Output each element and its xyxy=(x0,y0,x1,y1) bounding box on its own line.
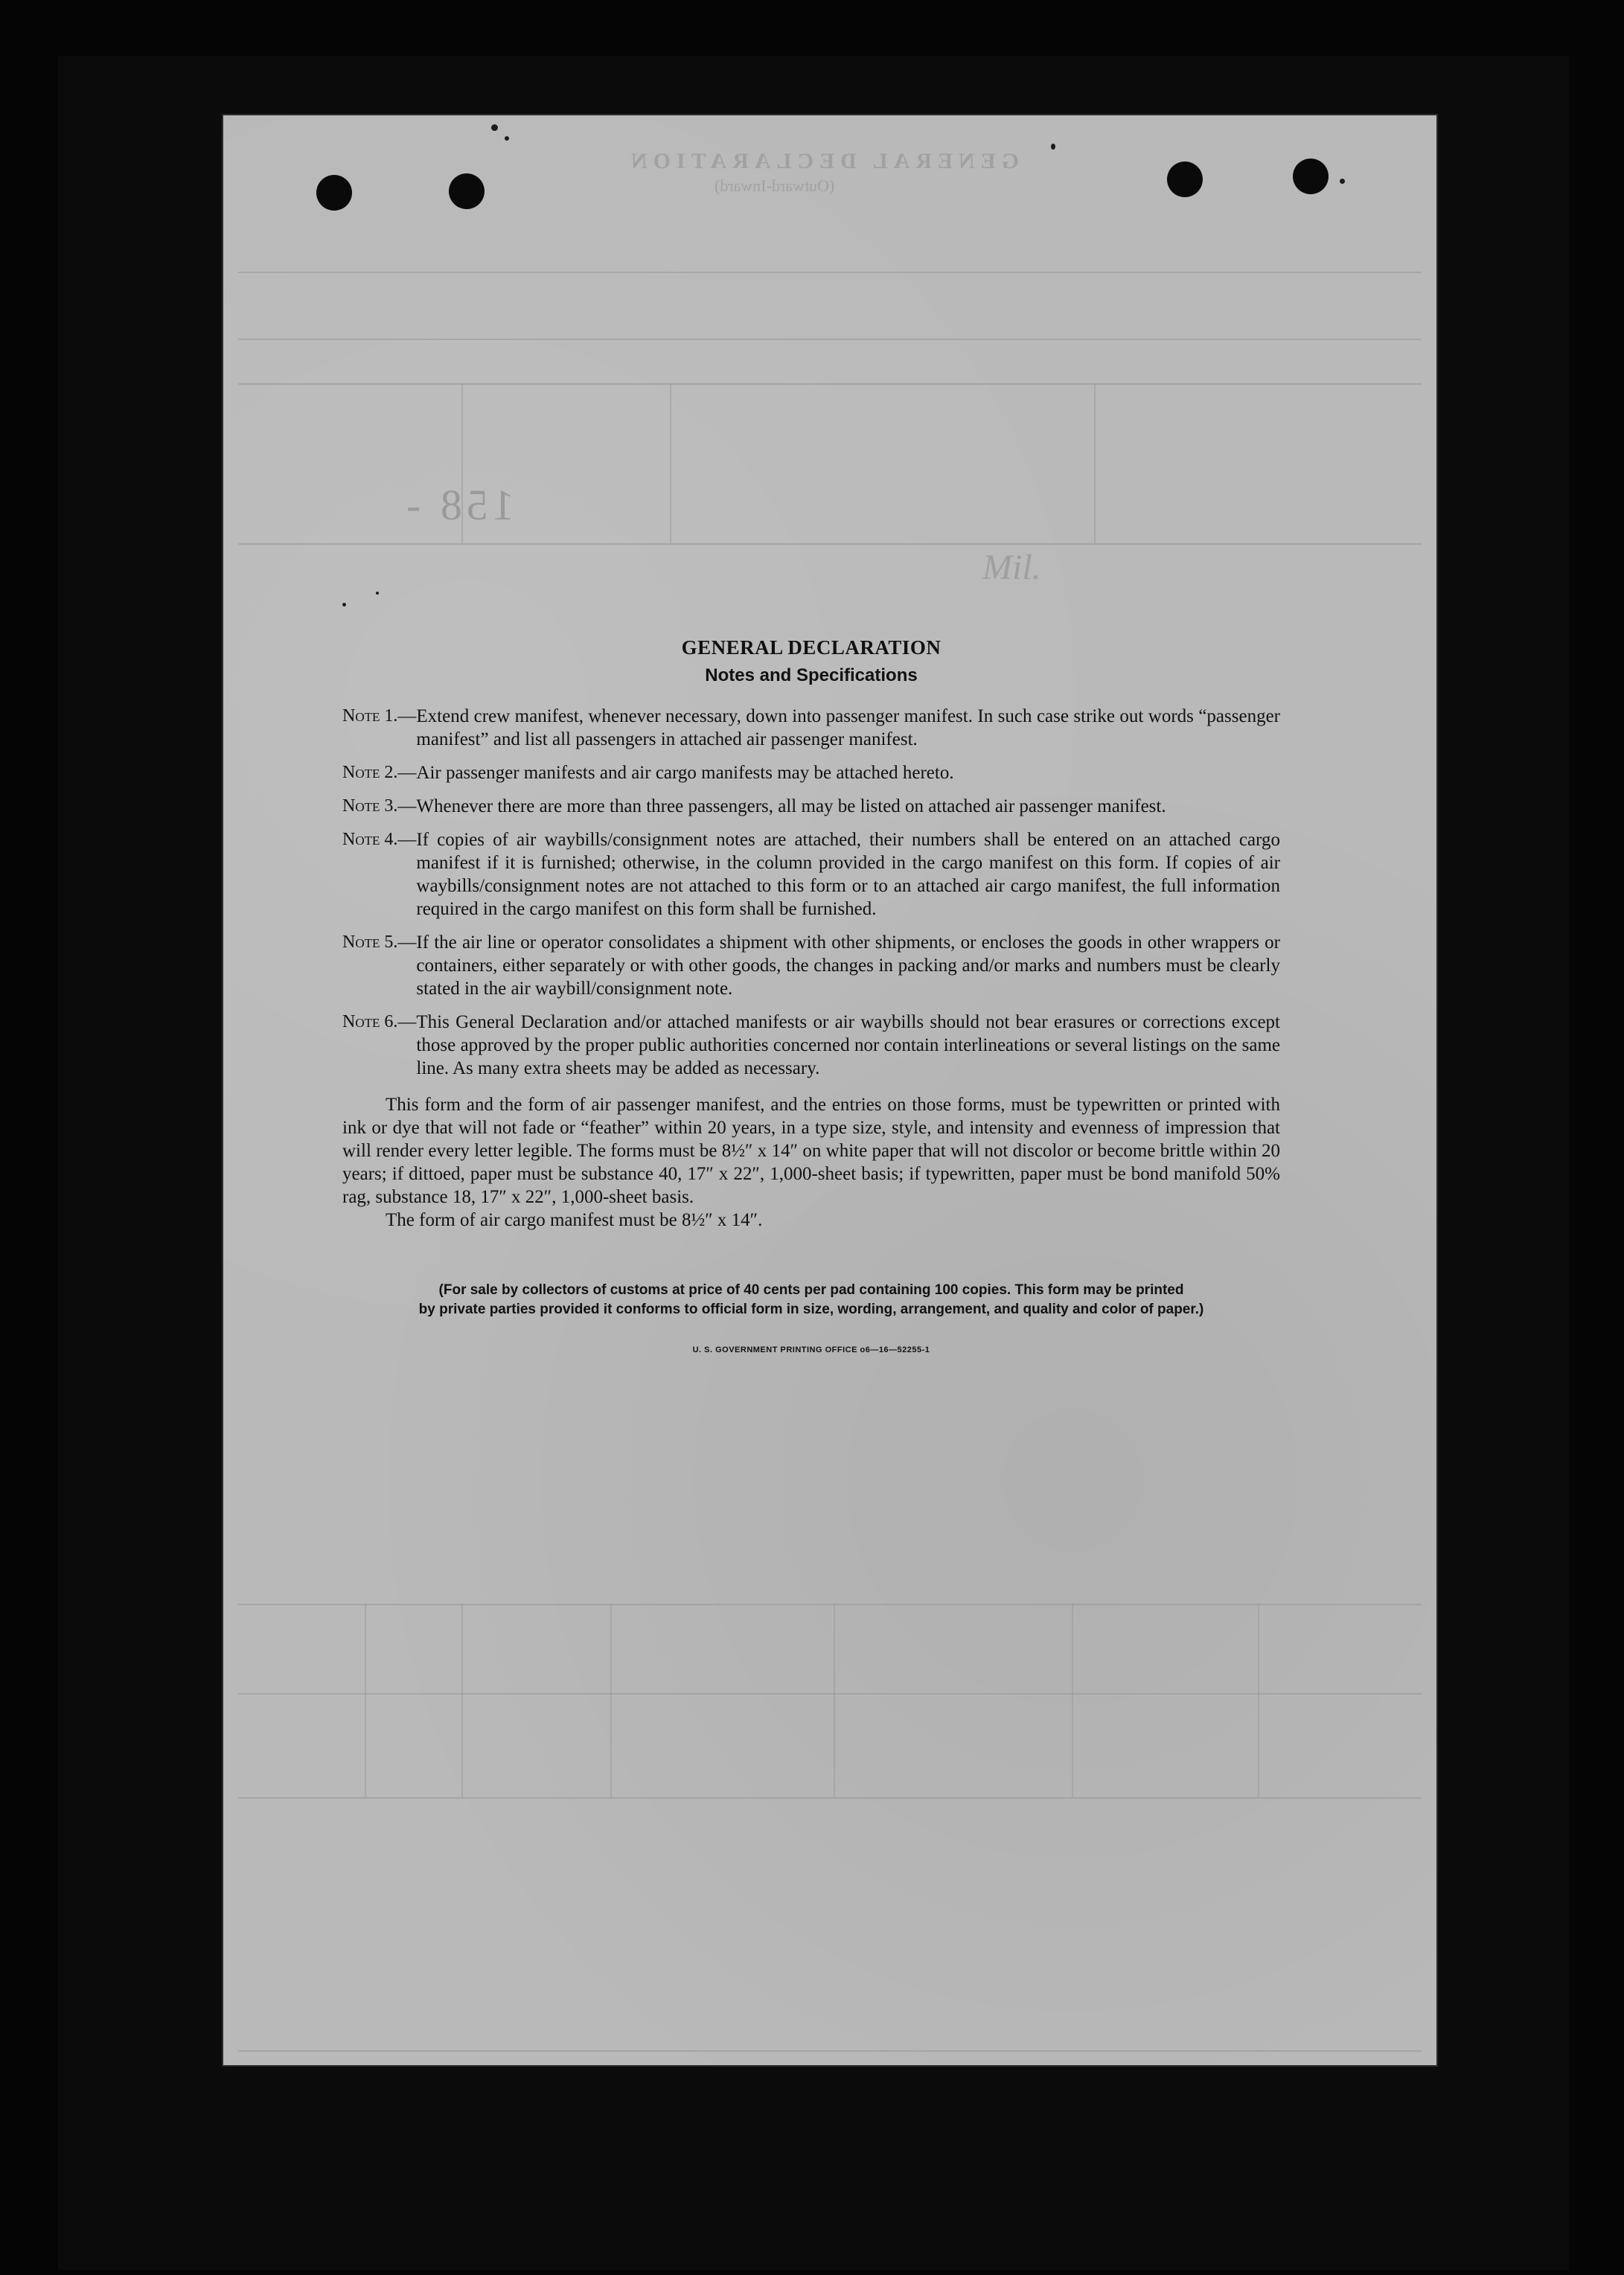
note-label: Note 6. xyxy=(342,1012,398,1031)
note-label: Note 4. xyxy=(342,830,398,849)
bleed-through-rule xyxy=(1258,1604,1259,1797)
ink-speck xyxy=(491,124,498,131)
ink-speck xyxy=(376,592,379,595)
ink-speck xyxy=(1051,144,1055,150)
bleed-through-rule xyxy=(238,1693,1422,1695)
bleed-through-rule xyxy=(1094,383,1096,543)
bleed-through-rule xyxy=(238,383,1422,385)
sale-note-line-1: (For sale by collectors of customs at price of 40 cents per pad containing 100 copies. This form may be printed xyxy=(438,1282,1184,1298)
note-text: Extend crew manifest, whenever necessary, down into passenger manifest. In such case strike out words “passenger manifest” and list all passengers in attached air passenger manifest. xyxy=(416,706,1280,749)
note-3: Note 3. — Whenever there are more than three passengers, all may be listed on attached air passenger manifest. xyxy=(342,795,1280,818)
note-text: Whenever there are more than three passengers, all may be listed on attached air passenger manifest. xyxy=(416,796,1166,816)
bleed-through-title: GENERAL DECLARATION xyxy=(625,149,1020,173)
sale-note xyxy=(342,1281,1280,1319)
bleed-through-rule xyxy=(1072,1604,1073,1797)
notes-section xyxy=(342,636,1280,1362)
note-text: This General Declaration and/or attached manifests or air waybills should not bear erasures or corrections except those approved by the proper public authorities concerned nor contain interlineations or several listings on the same line. As many extra sheets may be added as necessary. xyxy=(416,1012,1280,1078)
note-text: Air passenger manifests and air cargo manifests may be attached hereto. xyxy=(416,763,954,783)
sale-note-line-2: by private parties provided it conforms to official form in size, wording, arrangement, and quality and color of paper.) xyxy=(418,1302,1204,1317)
note-label: Note 3. xyxy=(342,796,398,816)
bleed-through-number: 158 - xyxy=(402,481,514,529)
note-label: Note 2. xyxy=(342,763,398,782)
bleed-through-rule xyxy=(238,1797,1422,1799)
punch-hole xyxy=(449,173,485,209)
document-subtitle: Notes and Specifications xyxy=(705,665,918,685)
bleed-through-rule xyxy=(670,383,671,543)
bleed-through-rule xyxy=(238,1604,1422,1605)
bleed-through-rule xyxy=(238,339,1422,340)
bleed-through-subtitle: (Outward-Inward) xyxy=(715,176,835,195)
ink-speck xyxy=(342,603,346,607)
document-page xyxy=(223,115,1436,2065)
cargo-manifest-size-line: The form of air cargo manifest must be 8½″ x 14″. xyxy=(386,1210,763,1230)
punch-hole xyxy=(316,175,352,211)
note-2: Note 2. — Air passenger manifests and air cargo manifests may be attached hereto. xyxy=(342,761,1280,784)
ink-speck xyxy=(1340,179,1345,184)
bleed-through-handwriting: Mil. xyxy=(982,548,1041,587)
bleed-through-rule xyxy=(834,1604,835,1797)
note-label: Note 1. xyxy=(342,706,398,726)
bleed-through-rule xyxy=(238,2050,1422,2052)
note-label: Note 5. xyxy=(342,932,398,952)
bleed-through-rule xyxy=(238,543,1422,545)
note-text: If the air line or operator consolidates a shipment with other shipments, or encloses the goods in other wrappers or containers, either separately or with other goods, the changes in packing and/or marks and numbers must be clearly stated in the air waybill/consignment note. xyxy=(416,932,1280,999)
bleed-through-rule xyxy=(365,1604,366,1797)
document-title: GENERAL DECLARATION xyxy=(681,636,942,659)
note-4: Note 4. — If copies of air waybills/consignment notes are attached, their numbers shall be entered on an attached cargo manifest if it is furnished; otherwise, in the column provided in the cargo manifest on this form. If copies of air waybills/consignment notes are not attached to this form or to an attached air cargo manifest, the full information required in the cargo manifest on this form shall be furnished. xyxy=(342,830,1280,919)
note-1: Note 1. — Extend crew manifest, whenever necessary, down into passenger manifest. In such case strike out words “passenger manifest” and list all passengers in attached air passenger manifest. xyxy=(342,706,1280,749)
ink-speck xyxy=(505,136,509,141)
bleed-through-rule xyxy=(461,1604,463,1797)
note-text: If copies of air waybills/consignment notes are attached, their numbers shall be entered on an attached cargo manifest if it is furnished; otherwise, in the column provided in the cargo manifest on this form. If copies of air waybills/consignment notes are not attached to this form or to an attached air cargo manifest, the full information required in the cargo manifest on this form shall be furnished. xyxy=(416,830,1280,919)
punch-hole xyxy=(1293,159,1329,194)
note-6: Note 6. — This General Declaration and/or attached manifests or air waybills should not bear erasures or corrections except those approved by the proper public authorities concerned nor contain interlineations or several listings on the same line. As many extra sheets may be added as necessary. xyxy=(342,1012,1280,1078)
printer-imprint: U. S. GOVERNMENT PRINTING OFFICE o6—16—52255-1 xyxy=(692,1346,930,1354)
form-requirements-paragraph: This form and the form of air passenger manifest, and the entries on those forms, must be typewritten or printed with ink or dye that will not fade or “feather” within 20 years, in a type size, style, and intensity and evenness of impression that will render every letter legible. The forms must be 8½″ x 14″ on white paper that will not discolor or become brittle within 20 years; if dittoed, paper must be substance 40, 17″ x 22″, 1,000-sheet basis; if typewritten, paper must be bond manifold 50% rag, substance 18, 17″ x 22″, 1,000-sheet basis. xyxy=(342,1095,1280,1207)
bleed-through-rule xyxy=(238,272,1422,273)
punch-hole xyxy=(1167,161,1203,197)
bleed-through-rule xyxy=(610,1604,612,1797)
note-5: Note 5. — If the air line or operator consolidates a shipment with other shipments, or encloses the goods in other wrappers or containers, either separately or with other goods, the changes in packing and/or marks and numbers must be clearly stated in the air waybill/consignment note. xyxy=(342,932,1280,999)
